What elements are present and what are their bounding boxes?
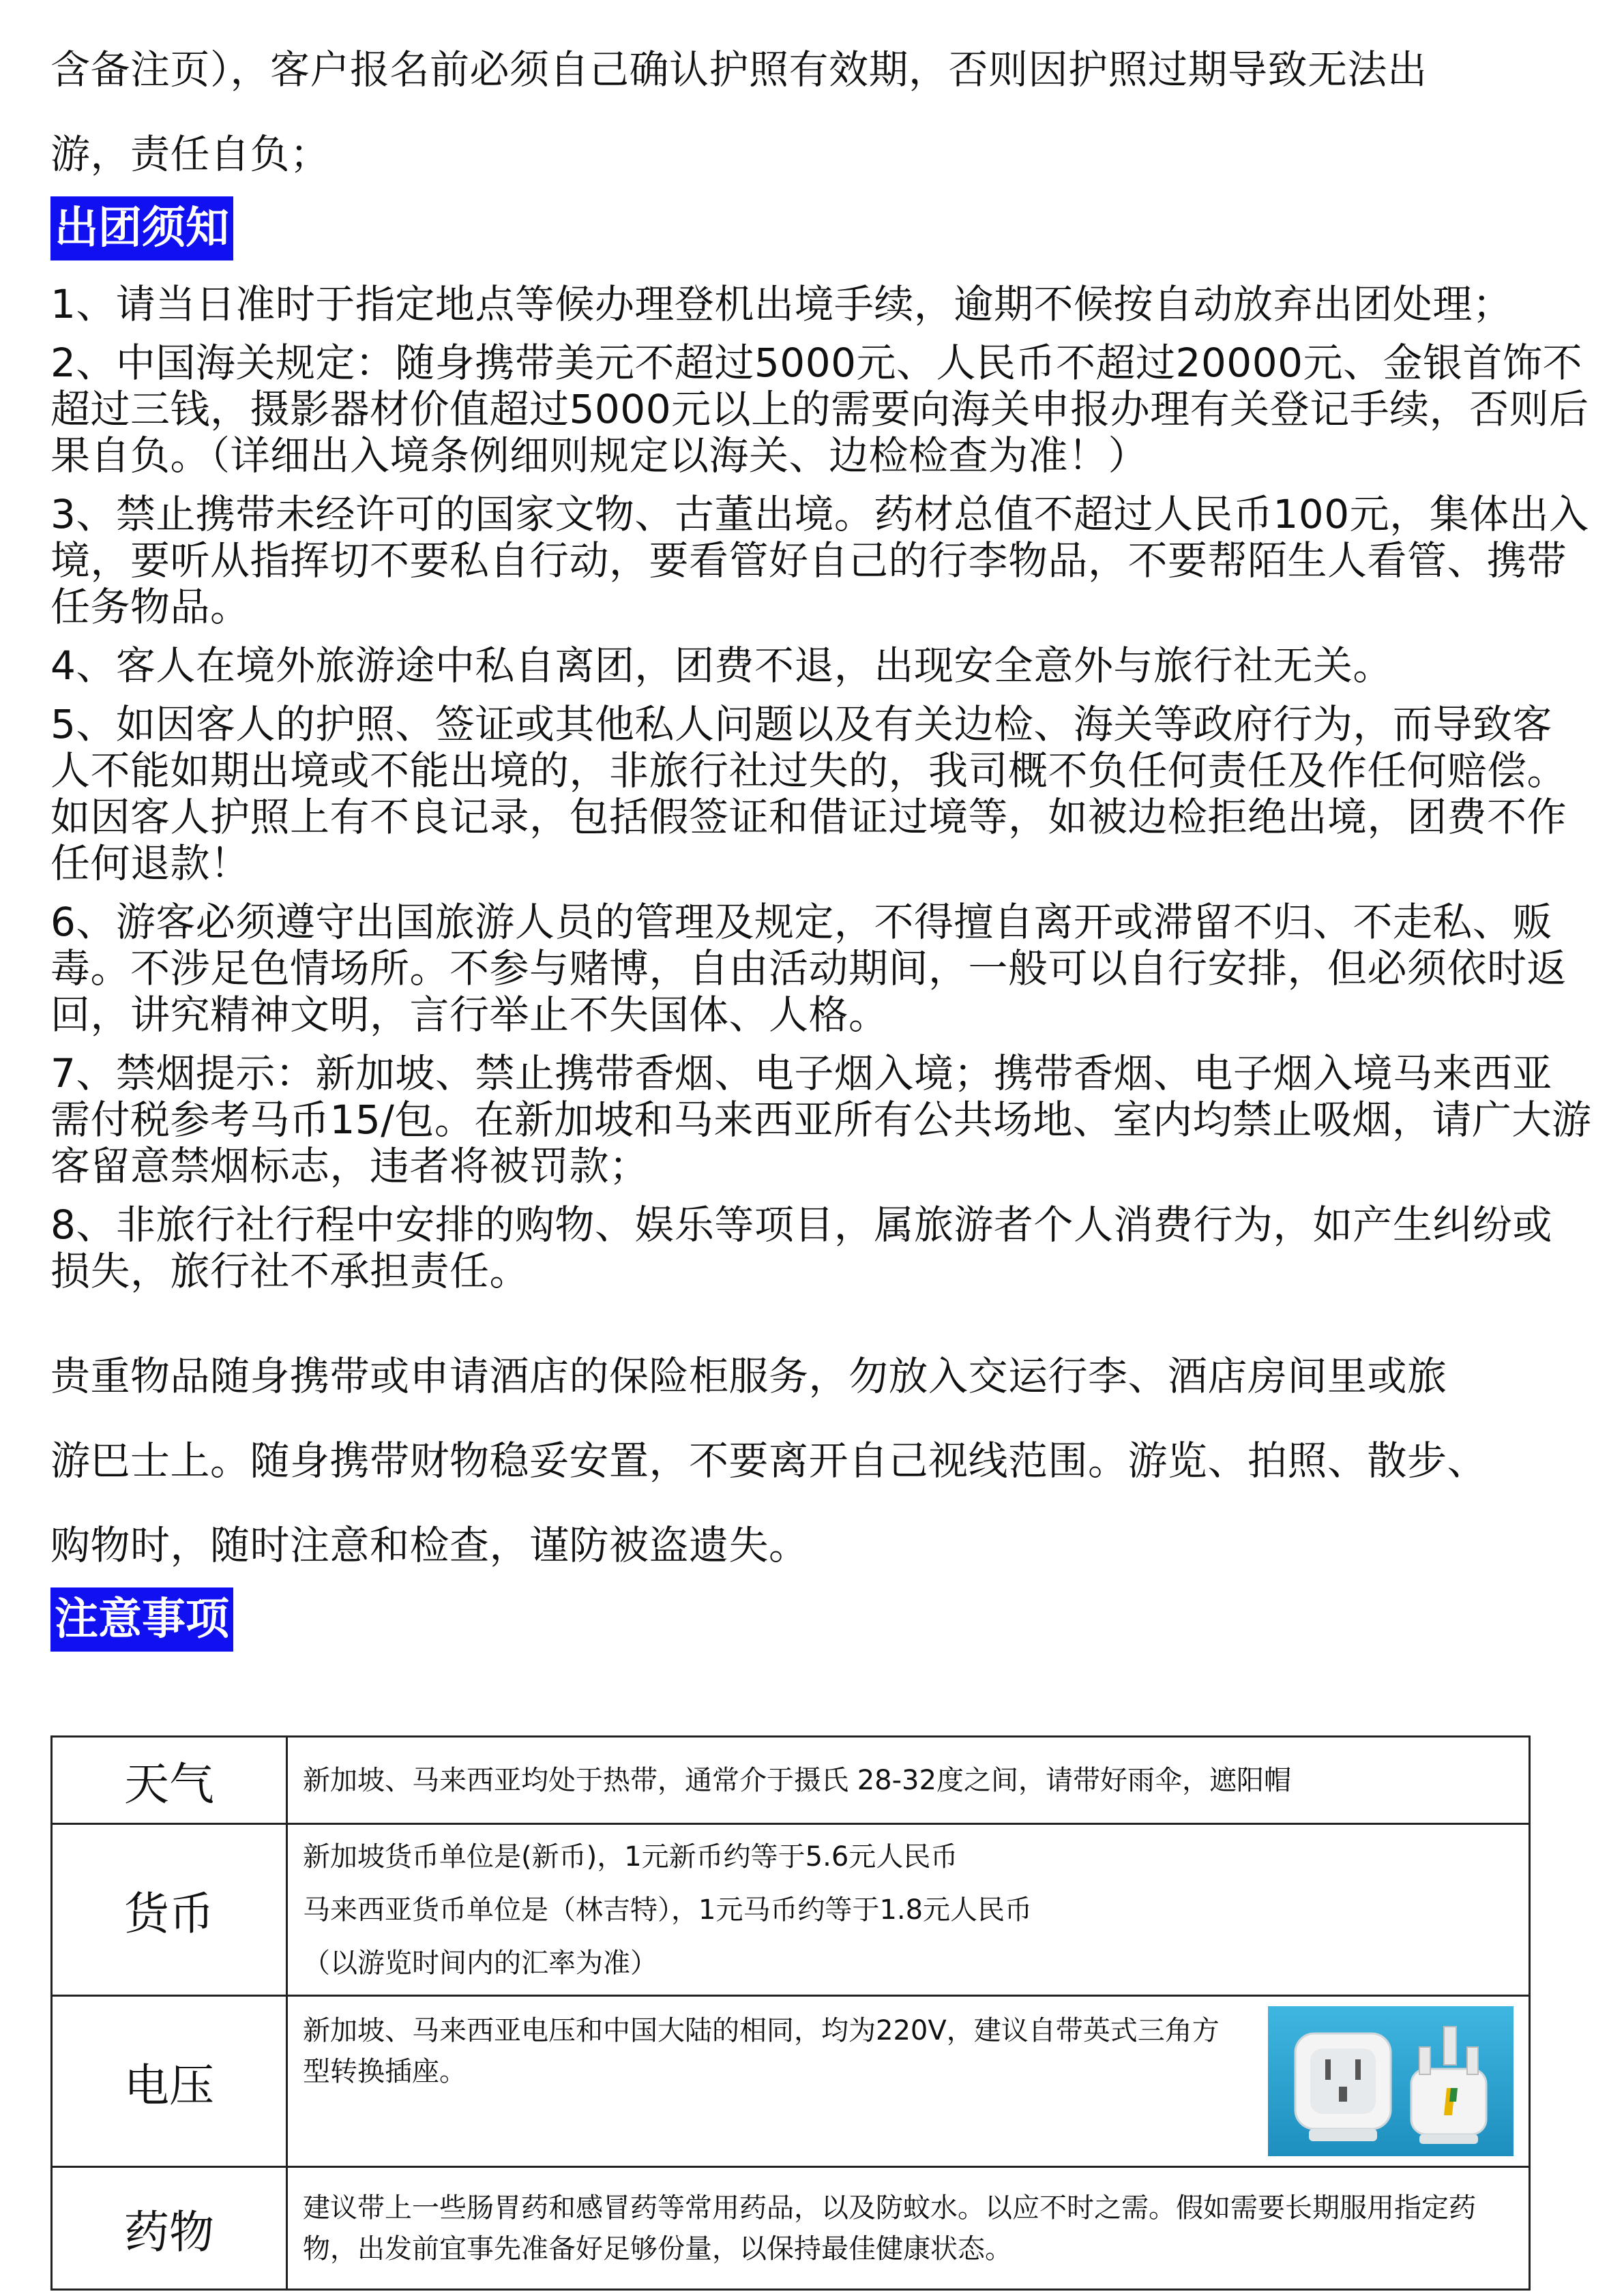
table-row-weather (52, 1737, 1530, 1824)
plug-adapter-image (1268, 2006, 1514, 2156)
document-page (50, 27, 1592, 1652)
notes-table (50, 1735, 1531, 2291)
notice-item-4: 4、客人在境外旅游途中私自离团，团费不退，出现安全意外与旅行社无关。 (50, 642, 1393, 689)
weather-text: 新加坡、马来西亚均处于热带，通常介于摄氏 28-32度之间，请带好雨伞，遮阳帽 (287, 1737, 1530, 1824)
notice-item-6: 6、游客必须遵守出国旅游人员的管理及规定，不得擅自离开或滞留不归、不走私、贩毒。不涉足色情场所。不参与赌博，自由活动期间，一般可以自行安排，但必须依时返回，讲究精神文明，言行举止不失国体、人格。 (50, 899, 1567, 1038)
weather-label: 天气 (52, 1737, 287, 1824)
notice-item-1: 1、请当日准时于指定地点等候办理登机出境手续，逾期不候按自动放弃出团处理； (50, 281, 1513, 327)
notice-item-3: 3、禁止携带未经许可的国家文物、古董出境。药材总值不超过人民币100元，集体出入境，要听从指挥切不要私自行动，要看管好自己的行李物品，不要帮陌生人看管、携带任务物品。 (50, 491, 1589, 630)
table-row-medicine (52, 2167, 1530, 2290)
voltage-text: 新加坡、马来西亚电压和中国大陆的相同，均为220V，建议自带英式三角方型转换插座。 (303, 2015, 1220, 2087)
intro-line-2: 游，责任自负； (50, 131, 330, 177)
currency-cell (287, 1824, 1530, 1996)
currency-label: 货币 (52, 1824, 287, 1996)
currency-line-1: 新加坡货币单位是(新币)，1元新币约等于5.6元人民币 (303, 1840, 958, 1873)
spacer (50, 1307, 1592, 1334)
notes-heading: 注意事项 (50, 1587, 233, 1652)
departure-notice-list (50, 281, 1592, 1294)
notice-item-7: 7、禁烟提示：新加坡、禁止携带香烟、电子烟入境；携带香烟、电子烟入境马来西亚需付税参考马币15/包。在新加坡和马来西亚所有公共场地、室内均禁止吸烟，请广大游客留意禁烟标志，违者将被罚款； (50, 1050, 1592, 1189)
voltage-cell (287, 1996, 1530, 2167)
notice-item-8: 8、非旅行社行程中安排的购物、娱乐等项目，属旅游者个人消费行为，如产生纠纷或损失，旅行社不承担责任。 (50, 1202, 1552, 1294)
valuables-line-3: 购物时，随时注意和检查，谨防被盗遗失。 (50, 1522, 809, 1568)
voltage-label: 电压 (52, 1996, 287, 2167)
notice-item-2: 2、中国海关规定：随身携带美元不超过5000元、人民币不超过20000元、金银首饰不超过三钱，摄影器材价值超过5000元以上的需要向海关申报办理有关登记手续，否则后果自负。（详细出入境条例细则规定以海关、边检检查为准！） (50, 340, 1589, 479)
medicine-label: 药物 (52, 2167, 287, 2290)
currency-line-2: 马来西亚货币单位是（林吉特），1元马币约等于1.8元人民币 (303, 1894, 1033, 1926)
valuables-line-2: 游巴士上。随身携带财物稳妥安置，不要离开自己视线范围。游览、拍照、散步、 (50, 1437, 1488, 1484)
intro-line-1: 含备注页），客户报名前必须自己确认护照有效期，否则因护照过期导致无法出 (50, 46, 1428, 93)
departure-heading: 出团须知 (50, 196, 233, 260)
table-row-currency (52, 1824, 1530, 1996)
notice-item-5: 5、如因客人的护照、签证或其他私人问题以及有关边检、海关等政府行为，而导致客人不能如期出境或不能出境的，非旅行社过失的，我司概不负任何责任及作任何赔偿。如因客人护照上有不良记录，包括假签证和借证过境等，如被边检拒绝出境，团费不作任何退款！ (50, 701, 1567, 886)
valuables-line-1: 贵重物品随身携带或申请酒店的保险柜服务，勿放入交运行李、酒店房间里或旅 (50, 1353, 1447, 1399)
table-row-voltage (52, 1996, 1530, 2167)
currency-line-3: （以游览时间内的汇率为准） (303, 1947, 658, 1979)
medicine-text: 建议带上一些肠胃药和感冒药等常用药品，以及防蚊水。以应不时之需。假如需要长期服用指定药物，出发前宜事先准备好足够份量，以保持最佳健康状态。 (287, 2167, 1530, 2290)
